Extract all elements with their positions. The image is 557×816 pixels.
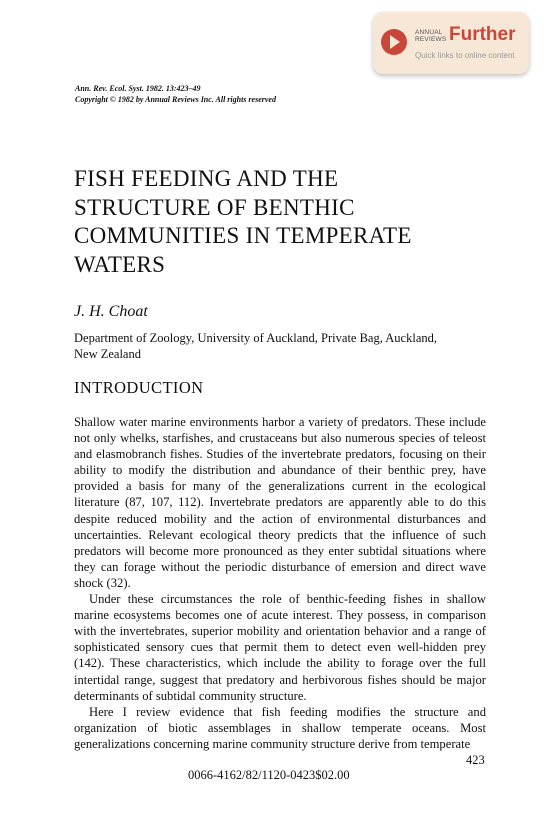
body-text bbox=[74, 414, 486, 752]
section-heading: INTRODUCTION bbox=[74, 378, 204, 397]
citation-line: Ann. Rev. Ecol. Syst. 1982. 13:423–49 bbox=[75, 84, 201, 93]
further-badge[interactable] bbox=[373, 12, 529, 74]
paragraph: Shallow water marine environments harbor a variety of predators. These include not only whelks, starfishes, and crustaceans but also numerous species of teleost and elasmobranch fishes. Studies of the invertebrate predators, focusing on their ability to modify the distribution and abundance of their benthic prey, have provided a basis for many of the generalizations current in the ecological literature (87, 107, 112). Invertebrate predators are apparently able to do this despite reduced mobility and the action of environmental disturbances and uncertainties. Relevant ecological theory predicts that the influence of such predators will become more pronounced as they enter subtidal situations where they can forage without the periodic disturbance of emersion and direct wave shock (32). bbox=[74, 415, 486, 590]
badge-further-label: Further bbox=[449, 24, 516, 45]
paragraph: Here I review evidence that fish feeding modifies the structure and organization of biotic assemblages in shallow temperate oceans. Most generalizations concerning marine community structure derive from temperate bbox=[74, 704, 486, 751]
price-code: 0066-4162/82/1120-0423$02.00 bbox=[188, 768, 350, 782]
paragraph: Under these circumstances the role of benthic-feeding fishes in shallow marine ecosystems becomes one of acute interest. They possess, in comparison with the invertebrates, superior mobility and orientation behavior and a range of sophisticated sensory cues that permit them to detect even well-hidden prey (142). These characteristics, which include the ability to forage over the full intertidal range, suggest that predatory and herbivorous fishes should be major determinants of subtidal community structure. bbox=[74, 592, 486, 703]
author-name: J. H. Choat bbox=[74, 303, 148, 320]
badge-subtitle: Quick links to online content bbox=[415, 51, 515, 60]
article-title: FISH FEEDING AND THE STRUCTURE OF BENTHIC COMMUNITIES IN TEMPERATE WATERS bbox=[74, 166, 412, 277]
page-number: 423 bbox=[466, 753, 485, 767]
copyright-line: Copyright © 1982 by Annual Reviews Inc. All rights reserved bbox=[75, 95, 276, 104]
author-affiliation: Department of Zoology, University of Auckland, Private Bag, Auckland, New Zealand bbox=[74, 331, 438, 361]
journal-citation bbox=[75, 83, 276, 105]
annual-reviews-logo-icon bbox=[381, 29, 407, 55]
badge-annual-reviews: ANNUAL REVIEWS bbox=[415, 29, 447, 43]
